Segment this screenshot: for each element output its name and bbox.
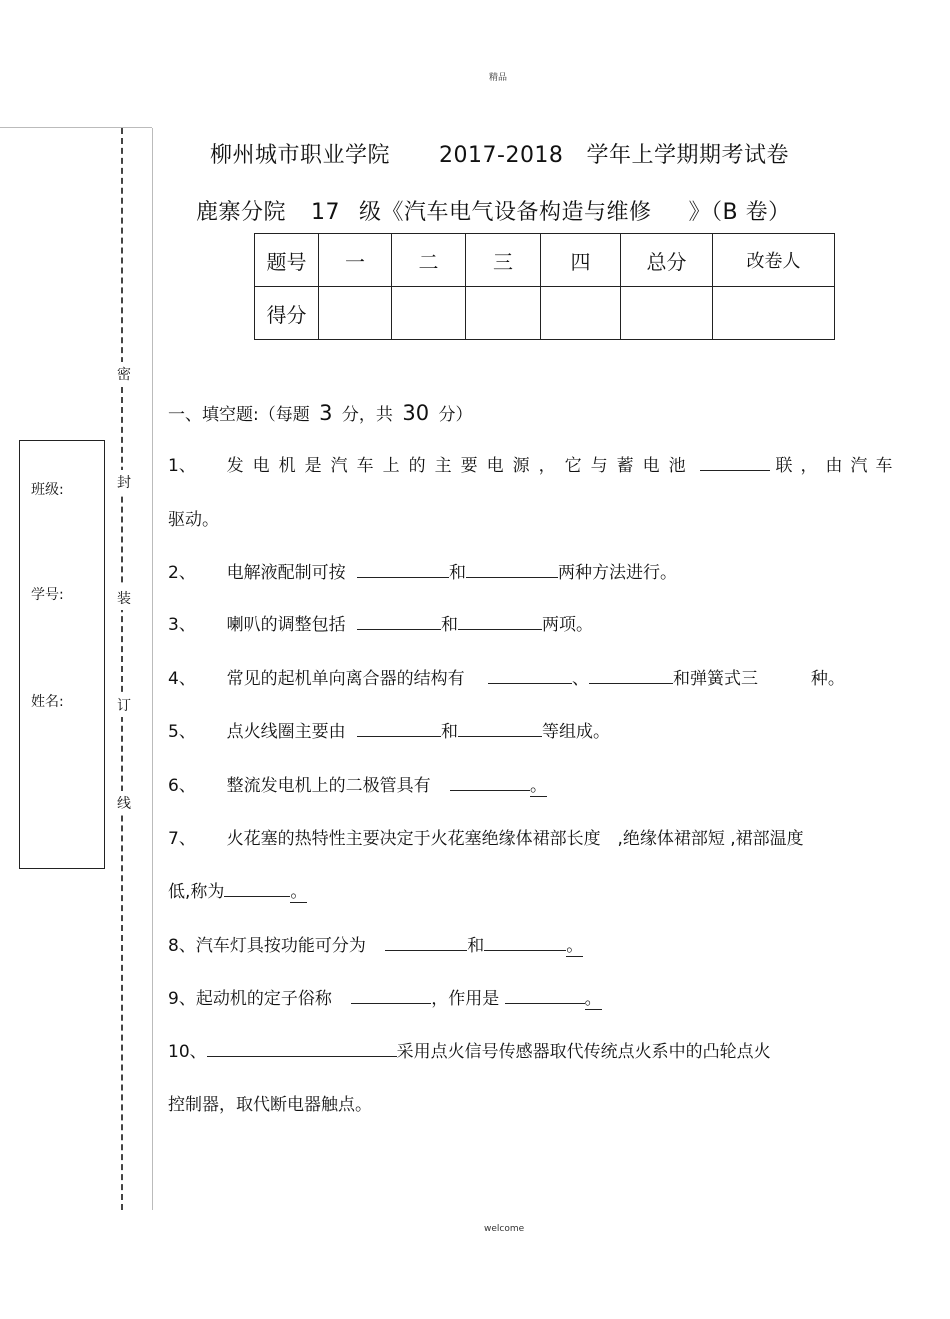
answer-blank[interactable] <box>700 452 770 471</box>
score-header-cell: 一 <box>319 234 392 287</box>
answer-blank[interactable] <box>385 932 467 951</box>
question-number: 4、 <box>168 669 196 689</box>
seal-char: 装 <box>117 586 131 610</box>
question-text: 和弹簧式三 <box>673 669 759 689</box>
answer-blank[interactable] <box>357 559 449 578</box>
score-header-cell: 题号 <box>255 234 319 287</box>
points-per-question: 3 <box>319 401 333 425</box>
seal-char: 线 <box>117 791 131 815</box>
answer-blank[interactable] <box>207 1038 397 1057</box>
section-suffix: 分） <box>438 405 473 425</box>
question-text: ,绝缘体裙部短 ,裙部温度 <box>617 829 804 849</box>
question-text: 联，由汽车 <box>775 456 901 476</box>
exam-title-line2 <box>196 195 791 226</box>
question-text: 。 <box>290 882 308 902</box>
margin-top-rule <box>0 127 152 128</box>
question-number: 1、 <box>168 456 196 476</box>
question-5 <box>168 717 610 742</box>
section-prefix: 一、填空题:（每题 <box>168 405 310 425</box>
answer-blank[interactable] <box>224 878 290 897</box>
course-name: 级《汽车电气设备构造与维修 <box>359 200 652 225</box>
score-cell[interactable] <box>541 287 621 340</box>
question-10-cont: 控制器，取代断电器触点。 <box>168 1095 372 1115</box>
question-9 <box>168 984 602 1009</box>
footer-mark: welcome <box>484 1224 525 1234</box>
exam-title-line1 <box>210 138 789 169</box>
margin-solid-line <box>152 128 153 1210</box>
paper-version: 》（B 卷） <box>688 200 791 225</box>
score-row-label: 得分 <box>255 287 319 340</box>
question-1-cont: 驱动。 <box>168 510 219 530</box>
student-id-label: 学号: <box>31 587 64 603</box>
question-number: 7、 <box>168 829 196 849</box>
question-text: 。 <box>584 989 602 1009</box>
name-label: 姓名: <box>31 694 64 710</box>
score-header-cell: 三 <box>466 234 541 287</box>
question-text: 种。 <box>810 669 845 689</box>
question-text: 采用点火信号传感器取代传统点火系中的凸轮点火 <box>396 1042 771 1062</box>
answer-blank[interactable] <box>505 985 585 1004</box>
question-text: 两种方法进行。 <box>558 563 678 583</box>
question-text: 和 <box>449 563 467 583</box>
question-text: 等组成。 <box>542 722 611 742</box>
score-header-cell: 二 <box>392 234 466 287</box>
class-label: 班级: <box>31 482 64 498</box>
question-6 <box>168 771 547 796</box>
score-table-score-row <box>255 287 835 340</box>
answer-blank[interactable] <box>357 718 441 737</box>
score-header-cell: 四 <box>541 234 621 287</box>
question-number: 5、 <box>168 722 196 742</box>
question-1 <box>168 451 900 476</box>
answer-blank[interactable] <box>458 611 542 630</box>
answer-blank[interactable] <box>488 665 572 684</box>
seal-char: 订 <box>117 693 131 717</box>
question-text: 喇叭的调整包括 <box>226 615 346 635</box>
score-header-cell: 总分 <box>621 234 713 287</box>
answer-blank[interactable] <box>466 559 558 578</box>
header-mark: 精品 <box>489 73 508 83</box>
question-text: 发电机是汽车上的主要电源，它与蓄电池 <box>226 456 695 476</box>
question-text: 。 <box>566 936 584 956</box>
total-points: 30 <box>402 401 430 425</box>
section-mid: 分，共 <box>341 405 393 425</box>
question-3 <box>168 610 593 635</box>
question-text: 9、起动机的定子俗称 <box>168 989 332 1009</box>
school-name: 柳州城市职业学院 <box>210 143 391 168</box>
question-text: 两项。 <box>542 615 594 635</box>
section-heading <box>168 400 472 425</box>
question-number: 10、 <box>168 1042 207 1062</box>
question-4 <box>168 664 845 689</box>
question-text: 火花塞的热特性主要决定于火花塞绝缘体裙部长度 <box>226 829 601 849</box>
score-cell[interactable] <box>392 287 466 340</box>
score-table-header-row <box>255 234 835 287</box>
score-header-cell: 改卷人 <box>713 234 835 287</box>
question-text: 低,称为 <box>168 882 225 902</box>
answer-blank[interactable] <box>589 665 673 684</box>
exam-term: 学年上学期期考试卷 <box>586 143 789 168</box>
score-cell[interactable] <box>319 287 392 340</box>
question-number: 6、 <box>168 776 196 796</box>
question-text: 电解液配制可按 <box>226 563 346 583</box>
question-text: 点火线圈主要由 <box>226 722 346 742</box>
answer-blank[interactable] <box>458 718 542 737</box>
question-2 <box>168 558 677 583</box>
grade-number: 17 <box>311 200 341 225</box>
answer-blank[interactable] <box>357 611 441 630</box>
question-10 <box>168 1037 771 1062</box>
score-cell[interactable] <box>713 287 835 340</box>
question-text: 和 <box>441 615 459 635</box>
binding-dashed-line <box>121 128 123 1210</box>
question-number: 2、 <box>168 563 196 583</box>
answer-blank[interactable] <box>450 772 530 791</box>
seal-char: 封 <box>117 470 131 494</box>
question-text: 和 <box>467 936 485 956</box>
seal-char: 密 <box>117 362 131 386</box>
question-8 <box>168 931 583 956</box>
question-7-cont <box>168 877 307 902</box>
question-text: 。 <box>530 776 548 796</box>
question-text: ，作用是 <box>431 989 500 1009</box>
student-info-box <box>19 440 105 869</box>
school-year: 2017-2018 <box>439 143 564 168</box>
question-text: 和 <box>441 722 459 742</box>
question-text: 、 <box>572 669 590 689</box>
question-7 <box>168 824 804 849</box>
score-cell[interactable] <box>621 287 713 340</box>
score-cell[interactable] <box>466 287 541 340</box>
question-text: 8、汽车灯具按功能可分为 <box>168 936 366 956</box>
question-text: 常见的起机单向离合器的结构有 <box>226 669 465 689</box>
answer-blank[interactable] <box>484 932 566 951</box>
question-text: 整流发电机上的二极管具有 <box>226 776 431 796</box>
question-number: 3、 <box>168 615 196 635</box>
answer-blank[interactable] <box>351 985 431 1004</box>
branch-name: 鹿寨分院 <box>196 200 287 225</box>
score-table <box>254 233 835 340</box>
